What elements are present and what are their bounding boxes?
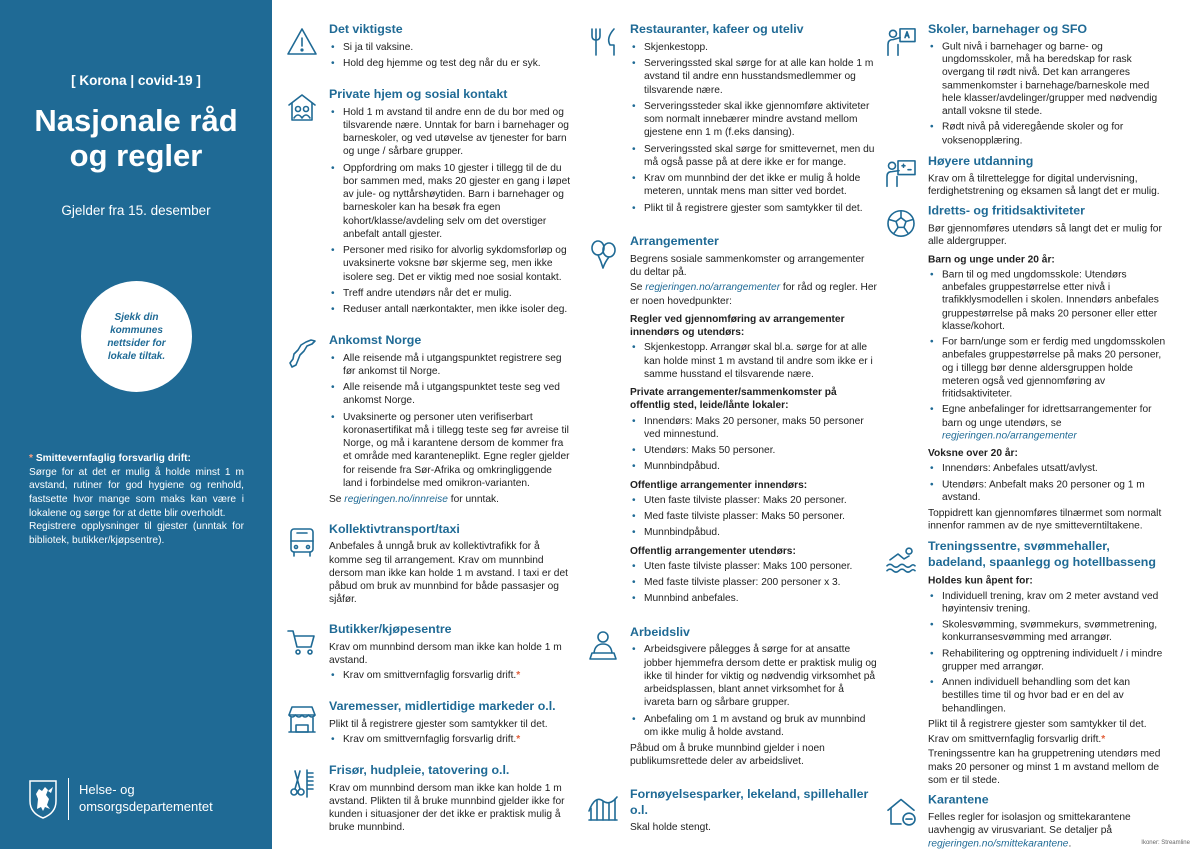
section-body — [928, 793, 1168, 849]
section-body — [329, 22, 573, 73]
section-title: Frisør, hudpleie, tatovering o.l. — [329, 762, 510, 777]
list-item-text: Hold deg hjemme og test deg når du er syk. — [343, 58, 541, 70]
section-title: Private hjem og sosial kontakt — [329, 86, 508, 101]
list-item — [329, 733, 573, 746]
link-suffix: . — [1068, 838, 1072, 849]
section-body — [928, 539, 1168, 789]
column-3 — [885, 22, 1168, 849]
asterisk: * — [29, 453, 33, 464]
list-item-text: Gult nivå i barnehager og barne- og ungdomsskoler, må ha beredskap for rask overgang til rødt nivå. Det kan arrangeres sammenkomster i barnehage/barneskole med hele klasser/avdelinger/grupper med nødvendig antall voksne til stede. — [942, 41, 1158, 117]
fork-knife-icon — [587, 26, 619, 58]
bullet-list — [329, 106, 573, 317]
subheading: Barn og unge under 20 år: — [928, 254, 1055, 266]
subheading: Offentlige arrangementer innendørs: — [630, 479, 808, 491]
list-item-text: Uten faste tilviste plasser: Maks 20 personer. — [644, 494, 847, 506]
list-item-text: Arbeidsgivere pålegges å sørge for at ansatte jobber hjemmefra dersom dette er praktisk mulig og ikke til hinder for viktig og nødvendig virksomhet på arbeidsplassen, blant annet virksomhet for å ivareta barn og sårbare grupper. — [644, 644, 877, 709]
list-item-text: Med faste tilviste plasser: Maks 50 personer. — [644, 511, 846, 522]
page-title — [0, 104, 272, 173]
list-item — [630, 713, 877, 740]
list-item-text: Si ja til vaksine. — [343, 41, 414, 53]
list-item — [928, 590, 1168, 616]
section-body — [329, 763, 573, 837]
paragraph: Plikt til å registrere gjester som samtykker til det. — [928, 719, 1147, 730]
paragraph: Krav om å tilrettelegge for digital undervisning, ferdighetstrening og eksamen så langt det er mulig. — [928, 173, 1160, 198]
regjeringen-link[interactable]: regjeringen.no/smittekarantene — [928, 838, 1069, 849]
section-body — [928, 22, 1168, 150]
asterisk: * — [516, 670, 521, 682]
section-title: Det viktigste — [329, 22, 403, 36]
teacher-board-icon — [885, 26, 917, 57]
topic-tag: [ Korona | covid-19 ] — [71, 73, 201, 88]
list-item-text: Egne anbefalinger for idrettsarrangementer for barn og unge utendørs, se — [942, 404, 1152, 429]
list-item — [928, 478, 1168, 504]
divider — [68, 778, 69, 820]
local-measures-circle — [81, 281, 192, 392]
section-body — [928, 154, 1168, 200]
link-prefix: Se — [630, 282, 646, 294]
list-item-text: Annen individuell behandling som det kan bestilles time til og hvor bad er en del av behandlingen. — [942, 677, 1131, 715]
swimmer-icon — [885, 543, 917, 574]
ministry-signature — [28, 778, 213, 820]
list-item — [630, 592, 877, 605]
bullet-list — [928, 404, 1168, 443]
bullet-list — [630, 415, 877, 474]
bullet-list — [630, 494, 877, 540]
list-item-text: Individuell trening, krav om 2 meter avstand ved høyintensiv trening. — [942, 590, 1159, 615]
link-suffix: for unntak. — [447, 494, 499, 506]
link-suffix: for råd og regler. Her er noen hovedpunkter: — [630, 282, 877, 307]
list-item — [329, 669, 573, 682]
list-item — [329, 303, 573, 316]
list-item — [630, 341, 877, 381]
section — [286, 87, 573, 320]
section — [885, 539, 1168, 789]
list-item — [630, 460, 877, 473]
paragraph: Krav om munnbind dersom man ikke kan holde 1 m avstand. Plikten til å bruke munnbind gjelder ikke for kunden i situasjoner der det ikke er praktisk mulig å bruke munnbind. — [329, 782, 565, 834]
balloons-icon — [587, 238, 619, 270]
ministry-line: Helse- og — [79, 782, 135, 798]
list-item — [630, 100, 877, 140]
norway-map-icon — [286, 337, 318, 369]
list-item-text: Barn til og med ungdomsskole: Utendørs anbefales gruppestørrelse etter nivå i trafikklysmodellen i skolen. Innendørs anbefales gruppestørrelse på maks 20 personer eller etter klasse/kohort. — [942, 269, 1159, 332]
house-minus-icon — [885, 797, 917, 828]
section — [885, 793, 1168, 849]
list-item — [329, 57, 573, 70]
list-item-text: Uten faste tilviste plasser: Maks 100 personer. — [644, 560, 853, 572]
scissors-comb-icon — [286, 767, 318, 799]
section — [587, 787, 877, 837]
list-item — [329, 381, 573, 408]
list-item — [630, 576, 877, 589]
paragraph: Bør gjennomføres utendørs så langt det er mulig for alle aldergrupper. — [928, 223, 1162, 248]
section-title: Restauranter, kafeer og uteliv — [630, 22, 804, 36]
paragraph: Toppidrett kan gjennomføres tilnærmet som normalt innenfor rammen av de nye smitteverntiltakene. — [928, 508, 1162, 532]
list-item — [630, 415, 877, 442]
asterisk: * — [1101, 734, 1106, 745]
section — [286, 622, 573, 686]
list-item-text: Alle reisende må i utgangspunktet teste seg ved ankomst Norge. — [343, 382, 560, 407]
valid-from: Gjelder fra 15. desember — [61, 203, 211, 218]
section-body — [329, 622, 573, 686]
regjeringen-link[interactable]: regjeringen.no/innreise — [344, 494, 448, 506]
list-item-text: Utendørs: Maks 50 personer. — [644, 445, 776, 456]
bullet-list — [928, 268, 1168, 401]
football-icon — [885, 208, 917, 239]
section-body — [630, 787, 877, 837]
lecturer-icon — [885, 158, 917, 189]
section-body — [630, 234, 877, 609]
section-title: Idretts- og fritidsaktiviteter — [928, 204, 1085, 218]
regjeringen-link[interactable]: regjeringen.no/arrangementer — [942, 430, 1077, 442]
list-item — [928, 676, 1168, 715]
bullet-list — [329, 41, 573, 71]
list-item-text: Oppfordring om maks 10 gjester i tillegg til de du bor sammen med, maks 20 gjester en gang i løpet av jule- og nyttårshøytiden. Barn i barnehager og barneskoler kan ha besøk fra egen kohort/klasse/avdeling selv om det overstiger anbefalt antall gjester. — [343, 162, 571, 240]
list-item-text: Skolesvømming, svømmekurs, svømmetrening, konkurransesvømming med arrangør. — [942, 619, 1158, 644]
smittevern-text: Registrere opplysninger til gjester (unntak for bibliotek, butikker/kjøpsentre). — [29, 521, 244, 547]
subheading: Private arrangementer/sammenkomster på offentlig sted, leide/lånte lokaler: — [630, 387, 837, 412]
link-prefix: Se — [329, 494, 345, 506]
list-item-text: Alle reisende må i utgangspunktet registrere seg før ankomst til Norge. — [343, 352, 562, 377]
section — [885, 154, 1168, 200]
section-title: Treningssentre, svømmehaller, badeland, spaanlegg og hotellbasseng — [928, 538, 1156, 569]
list-item-text: Munnbindpåbud. — [644, 527, 720, 539]
sidebar — [0, 0, 272, 849]
list-item-text: Reduser antall nærkontakter, men ikke isoler deg. — [343, 304, 568, 316]
bullet-list — [329, 669, 573, 682]
list-item — [928, 648, 1168, 674]
section-title: Høyere utdanning — [928, 153, 1034, 168]
list-item — [928, 462, 1168, 475]
list-item-text: Serveringssteder skal ikke gjennomføre aktiviteter som normalt innebærer mindre avstand mellom gjestene enn 1 m (f.eks dansing). — [644, 100, 870, 139]
section — [286, 763, 573, 837]
subheading: Voksne over 20 år: — [928, 448, 1018, 460]
list-item-text: Krav om smittvernfaglig forsvarlig drift. — [343, 670, 517, 682]
section — [286, 333, 573, 509]
list-item — [630, 510, 877, 523]
bullet-list — [630, 560, 877, 606]
bullet-list — [630, 341, 877, 381]
list-item-text: For barn/unge som er ferdig med ungdomsskolen anbefales gruppestørrelse på maks 20 personer, og i tillegg bør denne aldersgruppen holde meteren også ved gjennomføring av fritidsaktiviteter. — [942, 337, 1166, 400]
section-body — [329, 522, 573, 609]
bullet-list — [928, 40, 1168, 147]
list-item-text: Treff andre utendørs når det er mulig. — [343, 287, 512, 299]
paragraph: Treningssentre kan ha gruppetrening utendørs med maks 20 personer og minst 1 m avstand mellom de som er til stede. — [928, 749, 1161, 786]
section-body — [630, 22, 877, 218]
list-item — [928, 121, 1168, 147]
paragraph — [329, 493, 573, 506]
list-item-text: Hold 1 m avstand til andre enn de du bor med og tilsvarende nære. Unntak for barn i barnehager og barneskoler, og ved utøvelse av tjenester for barn og unge / sårbare grupper. — [343, 106, 569, 158]
list-item — [329, 287, 573, 300]
section-title: Skoler, barnehager og SFO — [928, 22, 1088, 36]
list-item — [630, 41, 877, 54]
list-item-text: Munnbindpåbud. — [644, 461, 720, 473]
list-item — [329, 411, 573, 491]
section-title: Ankomst Norge — [329, 332, 422, 347]
column-1 — [286, 22, 573, 837]
list-item-text: Skjenkestopp. Arrangør skal bl.a. sørge for at alle kan holde minst 1 m avstand til andre som ikke er i samme husstand el tilsvarende nære. — [644, 342, 873, 380]
icon-credit: Ikoner: Streamline — [1141, 840, 1190, 846]
shopping-cart-icon — [286, 626, 318, 658]
list-item-text: Personer med risiko for alvorlig sykdomsforløp og uvaksinerte voksne bør skjerme seg, men ikke isolere seg. Det er viktig med noe sosial kontakt. — [343, 245, 567, 283]
list-item — [329, 244, 573, 284]
subheading: Offentlig arrangementer utendørs: — [630, 545, 796, 557]
section-body — [329, 699, 573, 749]
paragraph-text: Krav om smittvernfaglig forsvarlig drift. — [928, 734, 1102, 745]
asterisk: * — [516, 734, 521, 746]
list-item — [928, 619, 1168, 645]
section-title: Kollektivtransport/taxi — [329, 521, 460, 536]
ministry-line: omsorgsdepartementet — [79, 799, 213, 814]
list-item-text: Plikt til å registrere gjester som samtykker til det. — [644, 202, 863, 214]
home-people-icon — [286, 91, 318, 123]
list-item — [630, 643, 877, 709]
list-item — [928, 404, 1168, 443]
list-item — [630, 172, 877, 199]
paragraph: Påbud om å bruke munnbind gjelder i noen publikumsrettede deler av arbeidslivet. — [630, 743, 825, 768]
bullet-list — [928, 590, 1168, 715]
circle-text: Sjekk din kommunes nettsider for lokale tiltak. — [107, 311, 166, 362]
list-item — [329, 352, 573, 379]
bullet-list — [928, 462, 1168, 504]
list-item-text: Innendørs: Anbefales utsatt/avlyst. — [942, 463, 1098, 475]
list-item — [630, 494, 877, 507]
laptop-worker-icon — [587, 629, 619, 661]
section — [286, 22, 573, 73]
section — [587, 625, 877, 771]
list-item — [928, 40, 1168, 118]
subheading: Regler ved gjennomføring av arrangementer innendørs og utendørs: — [630, 313, 845, 338]
list-item-text: Utendørs: Anbefalt maks 20 personer og 1 m avstand. — [942, 479, 1145, 504]
title-line: og regler — [69, 137, 203, 173]
list-item-text: Rehabilitering og opptrening individuelt / i mindre grupper med arrangør. — [942, 648, 1163, 673]
list-item — [630, 202, 877, 215]
paragraph: Plikt til å registrere gjester som samtykker til det. — [329, 718, 548, 730]
roller-coaster-icon — [587, 791, 619, 823]
list-item-text: Med faste tilviste plasser: 200 personer x 3. — [644, 577, 841, 588]
list-item-text: Innendørs: Maks 20 personer, maks 50 personer ved minnestund. — [644, 415, 864, 440]
bullet-list — [329, 352, 573, 491]
list-item-text: Krav om munnbind der det ikke er mulig å holde meteren, unntak mens man sitter ved bordet. — [644, 173, 861, 198]
link-prefix: Felles regler for isolasjon og smittekarantene uavhengig av virusvariant. Se detaljer på — [928, 812, 1131, 836]
bullet-list — [329, 733, 573, 746]
smittevern-text: Sørge for at det er mulig å holde minst 1 m avstand, rutiner for god hygiene og renhold, fastsette hvor mange som maks kan være i lokalene og sørge for at dette blir overholdt. — [29, 466, 244, 519]
bullet-list — [630, 41, 877, 215]
regjeringen-link[interactable]: regjeringen.no/arrangementer — [645, 282, 781, 294]
section-title: Arrangementer — [630, 233, 719, 248]
list-item — [630, 57, 877, 97]
column-2 — [587, 22, 877, 837]
list-item-text: Rødt nivå på videregående skoler og for voksenopplæring. — [942, 122, 1124, 146]
list-item-text: Munnbind anbefales. — [644, 593, 739, 605]
paragraph: Skal holde stengt. — [630, 822, 711, 834]
list-item — [329, 106, 573, 159]
section-title: Fornøyelsesparker, lekeland, spillehaller o.l. — [630, 786, 869, 817]
section-body — [329, 333, 573, 509]
list-item — [928, 336, 1168, 401]
list-item — [329, 41, 573, 54]
list-item — [630, 526, 877, 539]
warning-triangle-icon — [286, 26, 318, 58]
list-item-text: Serveringssted skal sørge for at alle kan holde 1 m avstand til andre enn husstandsmedlemmer og tilsvarende nære. — [644, 58, 874, 96]
bus-icon — [286, 526, 318, 558]
section — [587, 234, 877, 609]
list-item — [630, 143, 877, 170]
list-item — [630, 444, 877, 457]
list-item-text: Uvaksinerte og personer uten verifiserbart koronasertifikat må i tillegg teste seg før avreise til Norge, og må i karantene dersom de kommer fra et område med karanteneplikt. Egne regler gjelder for reisende fra Sør-Afrika og omkringliggende land i forbindelse med omikron-varianten. — [343, 411, 570, 489]
bullet-list — [630, 643, 877, 739]
smittevern-box — [29, 452, 244, 548]
paragraph: Begrens sosiale sammenkomster og arrangementer du deltar på. — [630, 253, 865, 278]
section-body — [329, 87, 573, 320]
section-body — [630, 625, 877, 771]
section — [885, 204, 1168, 535]
list-item — [630, 560, 877, 573]
paragraph — [928, 811, 1168, 849]
list-item-text: Skjenkestopp. — [644, 41, 708, 53]
coat-of-arms-icon — [28, 779, 58, 819]
smittevern-heading: Smittevernfaglig forsvarlig drift: — [35, 453, 191, 464]
section — [885, 22, 1168, 150]
paragraph: Krav om munnbind dersom man ikke kan holde 1 m avstand. — [329, 641, 562, 667]
paragraph: Anbefales å unngå bruk av kollektivtrafikk for å komme seg til arrangement. Krav om munnbind dersom man ikke kan holde 1 m avstand. I taxi er det påbud om bruk av munnbind for både passasjer og sjåfør. — [329, 541, 568, 606]
section — [286, 699, 573, 749]
section — [286, 522, 573, 609]
paragraph — [630, 281, 877, 308]
list-item-text: Serveringssted skal sørge for smittevernet, men du må også passe på at dere ikke er for mange. — [644, 143, 875, 168]
section-title: Karantene — [928, 792, 989, 807]
ministry-name — [79, 782, 213, 816]
section — [587, 22, 877, 218]
subheading: Holdes kun åpent for: — [928, 575, 1033, 587]
list-item-text: Krav om smittvernfaglig forsvarlig drift. — [343, 734, 517, 746]
list-item-text: Anbefaling om 1 m avstand og bruk av munnbind om ikke mulig å holde avstand. — [644, 713, 866, 738]
section-title: Varemesser, midlertidige markeder o.l. — [329, 699, 556, 714]
list-item — [928, 268, 1168, 333]
list-item — [329, 162, 573, 242]
section-title: Arbeidsliv — [630, 624, 690, 639]
market-stall-icon — [286, 703, 318, 735]
section-body — [928, 204, 1168, 535]
section-title: Butikker/kjøpesentre — [329, 622, 452, 637]
title-line: Nasjonale råd — [34, 103, 238, 138]
paragraph — [928, 733, 1168, 746]
